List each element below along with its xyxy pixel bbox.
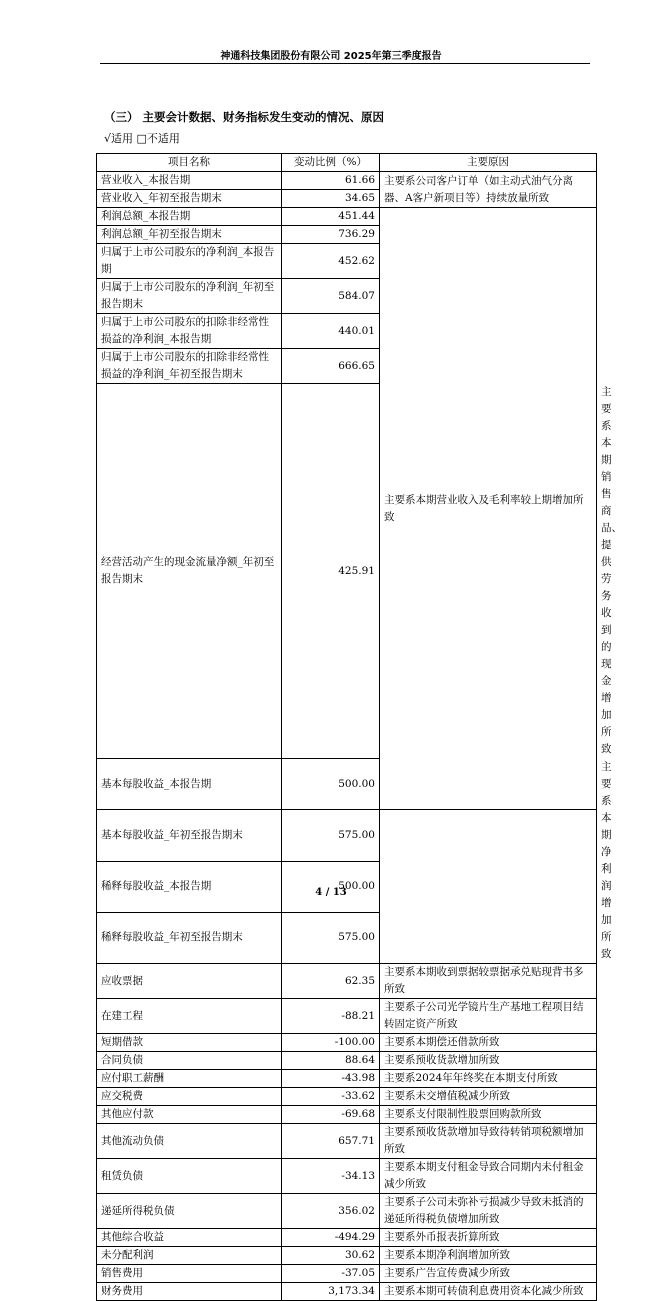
main-reason: 主要系本期支付租金导致合同期内未付租金减少所致: [380, 1159, 597, 1194]
change-ratio: 575.00: [282, 810, 380, 861]
change-ratio: 61.66: [282, 172, 380, 190]
change-ratio: 34.65: [282, 190, 380, 208]
table-row: [97, 810, 597, 861]
item-name: 短期借款: [97, 1034, 282, 1052]
change-ratio: -69.68: [282, 1106, 380, 1124]
change-ratio: 440.01: [282, 314, 380, 349]
main-reason: 主要系本期净利润增加所致: [380, 1247, 597, 1265]
change-ratio: 62.35: [282, 964, 380, 999]
main-reason: 主要系公司客户订单（如主动式油气分离器、A客户新项目等）持续放量所致: [380, 172, 597, 208]
item-name: 稀释每股收益_本报告期: [97, 861, 282, 912]
change-ratio: 657.71: [282, 1124, 380, 1159]
change-ratio: -33.62: [282, 1088, 380, 1106]
main-reason: 主要系本期收到票据较票据承兑贴现背书多所致: [380, 964, 597, 999]
item-name: 租赁负债: [97, 1159, 282, 1194]
item-name: 利润总额_本报告期: [97, 208, 282, 226]
change-ratio: 736.29: [282, 226, 380, 244]
table-row: [97, 1194, 597, 1229]
item-name: 基本每股收益_年初至报告期末: [97, 810, 282, 861]
main-reason: 主要系预收货款增加导致待转销项税额增加所致: [380, 1124, 597, 1159]
main-reason: 主要系本期可转债利息费用资本化减少所致: [380, 1283, 597, 1301]
item-name: 营业收入_本报告期: [97, 172, 282, 190]
page-number: 4 / 13: [315, 887, 347, 898]
change-ratio: 500.00: [282, 759, 380, 810]
item-name: 递延所得税负债: [97, 1194, 282, 1229]
table-row: [97, 1283, 597, 1301]
table-row: [97, 172, 597, 190]
table-row: [97, 1229, 597, 1247]
table-row: 基本每股收益_本报告期 500.00 主要系本期净利润增加所致: [97, 759, 597, 810]
page-header: 神通科技集团股份有限公司 2025年第三季度报告: [220, 51, 442, 62]
table-row: [97, 1106, 597, 1124]
table-row: [97, 208, 597, 226]
item-name: 归属于上市公司股东的净利润_本报告期: [97, 244, 282, 279]
item-name: 经营活动产生的现金流量净额_年初至报告期末: [97, 384, 282, 759]
item-name: 归属于上市公司股东的扣除非经常性损益的净利润_本报告期: [97, 314, 282, 349]
main-reason: 主要系支付限制性股票回购款所致: [380, 1106, 597, 1124]
item-name: 应收票据: [97, 964, 282, 999]
change-ratio: -43.98: [282, 1070, 380, 1088]
item-name: 应交税费: [97, 1088, 282, 1106]
change-ratio: -34.13: [282, 1159, 380, 1194]
header-ratio: 变动比例（%）: [282, 154, 380, 172]
table-row: [97, 1070, 597, 1088]
change-ratio: 666.65: [282, 349, 380, 384]
change-ratio: 451.44: [282, 208, 380, 226]
table-row: [97, 1159, 597, 1194]
main-reason: 主要系2024年年终奖在本期支付所致: [380, 1070, 597, 1088]
main-reason: 主要系子公司未弥补亏损减少导致未抵消的递延所得税负债增加所致: [380, 1194, 597, 1229]
item-name: 其他流动负债: [97, 1124, 282, 1159]
table-row: [97, 1052, 597, 1070]
table-row: [97, 912, 597, 963]
table-header-row: [97, 154, 597, 172]
table-row: [97, 964, 597, 999]
change-ratio: 452.62: [282, 244, 380, 279]
item-name: 归属于上市公司股东的净利润_年初至报告期末: [97, 279, 282, 314]
main-reason: 主要系本期营业收入及毛利率较上期增加所致: [380, 208, 597, 810]
table-row: [97, 1247, 597, 1265]
change-ratio: -37.05: [282, 1265, 380, 1283]
applicability-options: √适用 □不适用: [104, 132, 180, 145]
change-ratio: 356.02: [282, 1194, 380, 1229]
change-table: [96, 153, 622, 1301]
item-name: 应付职工薪酬: [97, 1070, 282, 1088]
section-title: （三） 主要会计数据、财务指标发生变动的情况、原因: [104, 110, 385, 124]
item-name: 其他应付款: [97, 1106, 282, 1124]
header-reason: 主要原因: [380, 154, 597, 172]
main-reason: 主要系子公司光学镜片生产基地工程项目结转固定资产所致: [380, 999, 597, 1034]
change-ratio: 584.07: [282, 279, 380, 314]
main-reason: 主要系未交增值税减少所致: [380, 1088, 597, 1106]
item-name: 利润总额_年初至报告期末: [97, 226, 282, 244]
header-divider: [100, 63, 590, 64]
change-ratio: 3,173.34: [282, 1283, 380, 1301]
table-row: [97, 1265, 597, 1283]
main-reason: 主要系预收货款增加所致: [380, 1052, 597, 1070]
change-ratio: 575.00: [282, 912, 380, 963]
item-name: 基本每股收益_本报告期: [97, 759, 282, 810]
item-name: 合同负债: [97, 1052, 282, 1070]
change-ratio: 500.00: [282, 861, 380, 912]
change-ratio: -494.29: [282, 1229, 380, 1247]
table-row: [97, 1124, 597, 1159]
table-row: [97, 999, 597, 1034]
item-name: 在建工程: [97, 999, 282, 1034]
table-row: 经营活动产生的现金流量净额_年初至报告期末 425.91 主要系本期销售商品、提供劳务收到的现金增加所致: [97, 384, 597, 759]
item-name: 营业收入_年初至报告期末: [97, 190, 282, 208]
change-ratio: 425.91: [282, 384, 380, 759]
item-name: 未分配利润: [97, 1247, 282, 1265]
item-name: 财务费用: [97, 1283, 282, 1301]
item-name: 其他综合收益: [97, 1229, 282, 1247]
change-ratio: 88.64: [282, 1052, 380, 1070]
main-reason: 主要系外币报表折算所致: [380, 1229, 597, 1247]
header-item: 项目名称: [97, 154, 282, 172]
table-row: [97, 1088, 597, 1106]
change-ratio: -100.00: [282, 1034, 380, 1052]
change-ratio: -88.21: [282, 999, 380, 1034]
main-reason: 主要系广告宣传费减少所致: [380, 1265, 597, 1283]
item-name: 销售费用: [97, 1265, 282, 1283]
change-ratio: 30.62: [282, 1247, 380, 1265]
item-name: 归属于上市公司股东的扣除非经常性损益的净利润_年初至报告期末: [97, 349, 282, 384]
main-reason: 主要系本期偿还借款所致: [380, 1034, 597, 1052]
item-name: 稀释每股收益_年初至报告期末: [97, 912, 282, 963]
table-row: [97, 1034, 597, 1052]
